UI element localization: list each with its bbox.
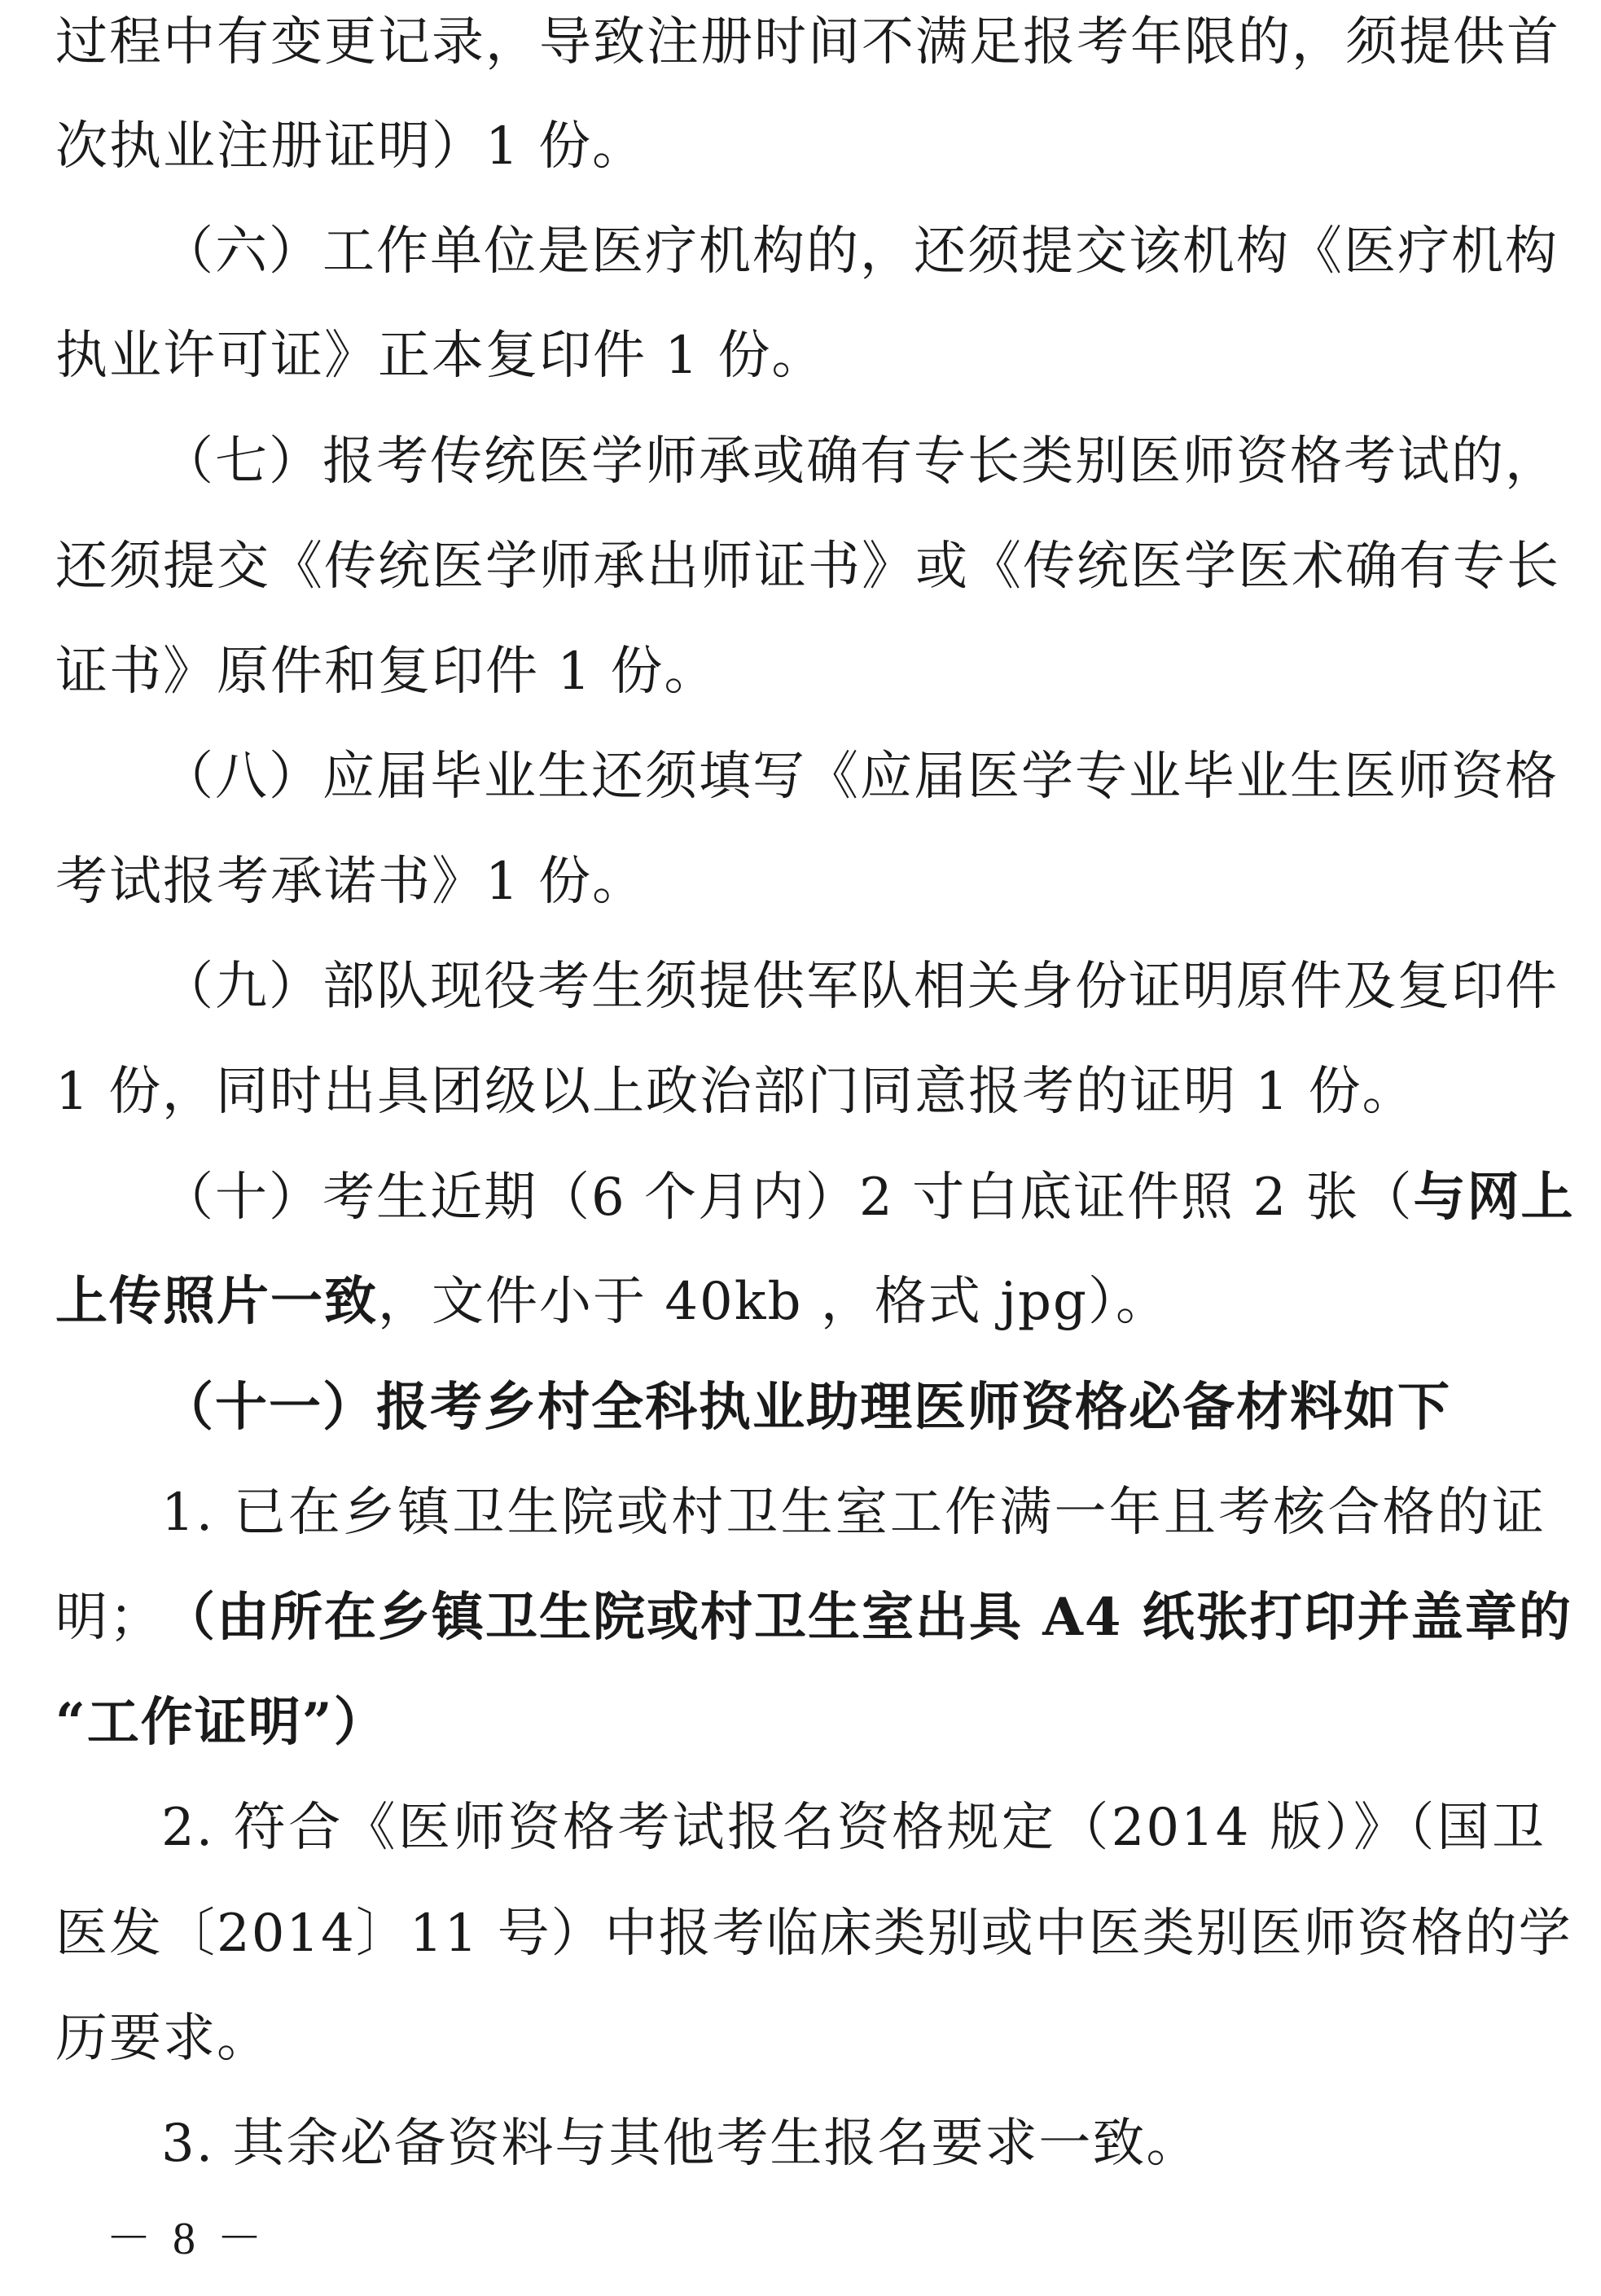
text-run: （十）考生近期（6 个月内）2 寸白底证件照 2 张（ [161, 1168, 1414, 1228]
emphasis-text: “工作证明”） [55, 1692, 388, 1753]
emphasis-text: 上传照片一致 [55, 1271, 378, 1332]
paragraph-line: （九）部队现役考生须提供军队相关身份证明原件及复印件 [161, 957, 1559, 1017]
paragraph-line: （七）报考传统医学师承或确有专长类别医师资格考试的， [161, 432, 1559, 492]
paragraph-line: 1. 已在乡镇卫生院或村卫生室工作满一年且考核合格的证 [161, 1483, 1546, 1543]
paragraph-line: 1 份，同时出具团级以上政治部门同意报考的证明 1 份。 [55, 1062, 1416, 1122]
paragraph-line: 过程中有变更记录，导致注册时间不满足报考年限的，须提供首 [55, 12, 1560, 72]
paragraph-line: 还须提交《传统医学师承出师证书》或《传统医学医术确有专长 [55, 537, 1560, 597]
paragraph-line [55, 1587, 1572, 1648]
paragraph-line: （六）工作单位是医疗机构的，还须提交该机构《医疗机构 [161, 221, 1559, 282]
paragraph-line [55, 1271, 1546, 1332]
page-number: － 8 － [106, 2214, 267, 2264]
paragraph-line: 历要求。 [55, 2009, 270, 2069]
paragraph-line [161, 1167, 1575, 1228]
paragraph-line: 证书》原件和复印件 1 份。 [55, 642, 718, 702]
paragraph-line: 2. 符合《医师资格考试报名资格规定（2014 版）》（国卫 [161, 1798, 1546, 1858]
paragraph-line: 次执业注册证明）1 份。 [55, 116, 647, 177]
emphasis-text: （由所在乡镇卫生院或村卫生室出具 A4 纸张打印并盖章的 [163, 1587, 1572, 1648]
emphasis-text: 与网上 [1413, 1167, 1575, 1228]
text-run: 明； [55, 1588, 163, 1648]
paragraph-line: 执业许可证》正本复印件 1 份。 [55, 326, 826, 386]
section-heading: （十一）报考乡村全科执业助理医师资格必备材料如下 [161, 1377, 1451, 1438]
paragraph-line: 考试报考承诺书》1 份。 [55, 852, 647, 912]
paragraph-line: 医发〔2014〕11 号）中报考临床类别或中医类别医师资格的学 [55, 1904, 1572, 1964]
paragraph-line: （八）应届毕业生还须填写《应届医学专业毕业生医师资格 [161, 747, 1559, 807]
text-run: ，文件小于 40kb ，格式 jpg）。 [378, 1272, 1169, 1332]
paragraph-line: 3. 其余必备资料与其他考生报名要求一致。 [161, 2114, 1200, 2174]
